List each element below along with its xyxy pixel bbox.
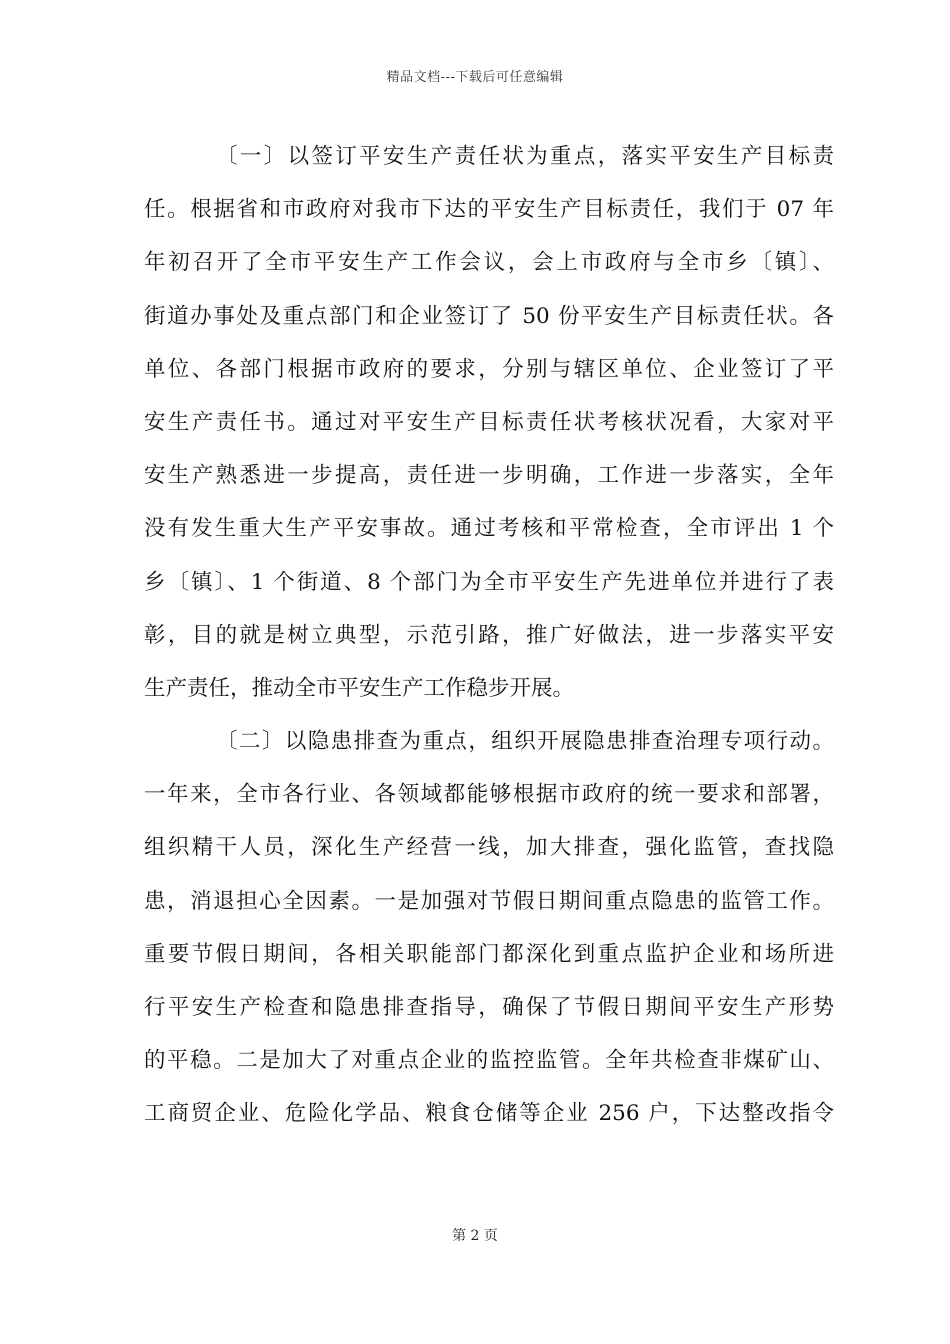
text-line: 安生产责任书。通过对平安生产目标责任状考核状况看，大家对平	[144, 409, 834, 435]
text-line: 患，消退担心全因素。一是加强对节假日期间重点隐患的监管工作。	[144, 888, 834, 914]
text-line: 组织精干人员，深化生产经营一线，加大排查，强化监管，查找隐	[144, 835, 834, 861]
text-line: 街道办事处及重点部门和企业签订了 50 份平安生产目标责任状。各	[144, 303, 834, 329]
paragraph-1	[144, 130, 834, 715]
text-line: 重要节假日期间，各相关职能部门都深化到重点监护企业和场所进	[144, 941, 834, 967]
text-line: 单位、各部门根据市政府的要求，分别与辖区单位、企业签订了平	[144, 356, 834, 382]
text-line: 生产责任，推动全市平安生产工作稳步开展。	[144, 675, 575, 701]
text-line: 〔二〕以隐患排查为重点，组织开展隐患排查治理专项行动。	[216, 729, 834, 755]
text-line: 一年来，全市各行业、各领域都能够根据市政府的统一要求和部署，	[144, 782, 834, 808]
text-line: 年初召开了全市平安生产工作会议，会上市政府与全市乡〔镇〕、	[144, 250, 834, 276]
text-line: 任。根据省和市政府对我市下达的平安生产目标责任，我们于 07 年	[144, 197, 834, 223]
text-line: 行平安生产检查和隐患排查指导，确保了节假日期间平安生产形势	[144, 995, 834, 1020]
text-line: 工商贸企业、危险化学品、粮食仓储等企业 256 户，下达整改指令	[144, 1101, 834, 1127]
text-line: 彰，目的就是树立典型，示范引路，推广好做法，进一步落实平安	[144, 622, 834, 648]
page-header: 精品文档---下载后可任意编辑	[386, 70, 564, 85]
text-line: 乡〔镇〕、1 个街道、8 个部门为全市平安生产先进单位并进行了表	[144, 569, 834, 595]
paragraph-2	[144, 715, 834, 1141]
text-line: 没有发生重大生产平安事故。通过考核和平常检查，全市评出 1 个	[144, 516, 834, 542]
document-body	[144, 130, 834, 1141]
page-number: 第 2 页	[452, 1228, 498, 1244]
text-line: 安生产熟悉进一步提高，责任进一步明确，工作进一步落实，全年	[144, 463, 834, 489]
text-line: 〔一〕以签订平安生产责任状为重点，落实平安生产目标责	[216, 144, 834, 169]
text-line: 的平稳。二是加大了对重点企业的监控监管。全年共检查非煤矿山、	[144, 1048, 834, 1074]
